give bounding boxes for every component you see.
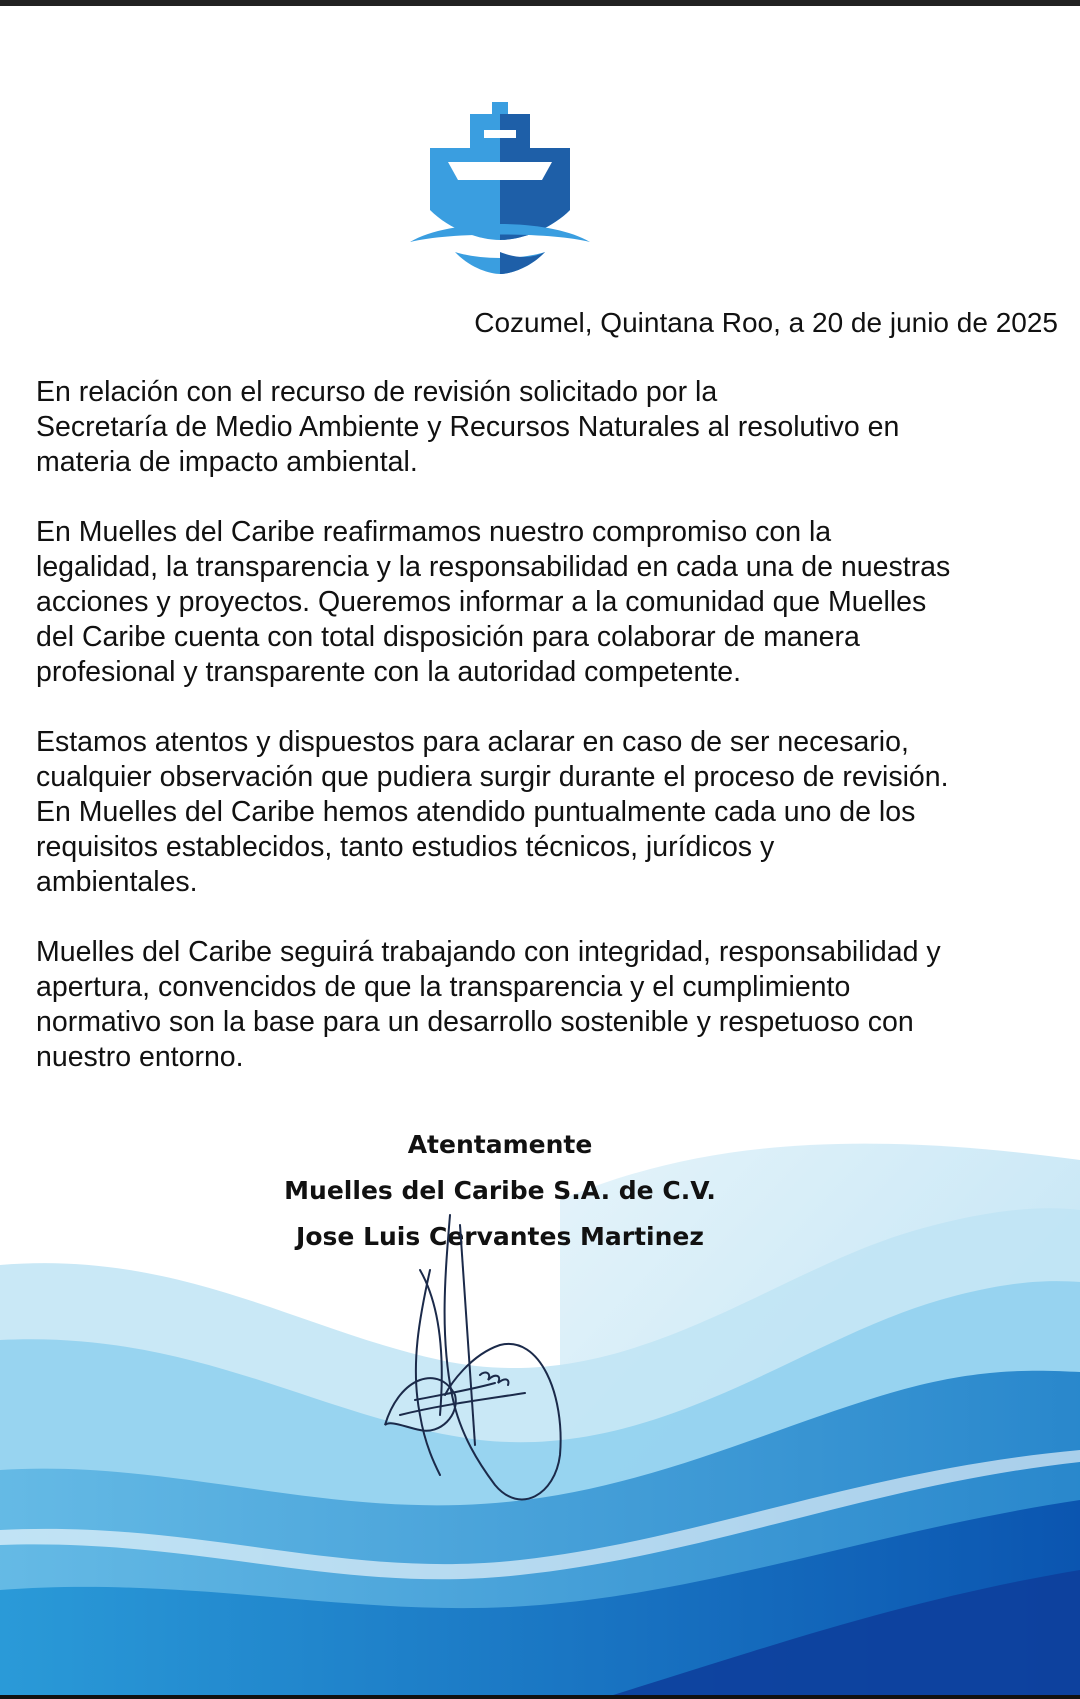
paragraph-3: Estamos atentos y dispuestos para aclarar en caso de ser necesario, cualquier observación que pudiera surgir durante el proceso de revisión. En Muelles del Caribe hemos atendido puntualmente cada uno de los requisitos establecidos, tanto estudios técnicos, jurídicos y ambientales.	[36, 726, 949, 898]
closing-company: Muelles del Caribe S.A. de C.V.	[284, 1176, 716, 1205]
paragraph-2: En Muelles del Caribe reafirmamos nuestro compromiso con la legalidad, la transparencia y la responsabilidad en cada una de nuestras acciones y proyectos. Queremos informar a la comunidad que Muelles del Caribe cuenta con total disposición para colaborar de manera profesional y transparente con la autoridad competente.	[36, 516, 951, 688]
closing-signatory: Jose Luis Cervantes Martinez	[296, 1222, 704, 1251]
ship-logo-icon	[410, 100, 590, 280]
handwritten-signature	[380, 1195, 620, 1515]
paragraph-1: En relación con el recurso de revisión solicitado por la Secretaría de Medio Ambiente y Recursos Naturales al resolutivo en materia de impacto ambiental.	[36, 376, 900, 478]
paragraph-4: Muelles del Caribe seguirá trabajando con integridad, responsabilidad y apertura, convencidos de que la transparencia y el cumplimiento normativo son la base para un desarrollo sostenible y respetuoso con nuestro entorno.	[36, 936, 941, 1073]
letter-body	[36, 375, 1056, 1110]
bottom-border	[0, 1695, 1080, 1699]
closing-salutation: Atentamente	[407, 1130, 593, 1159]
date-line: Cozumel, Quintana Roo, a 20 de junio de 2025	[474, 307, 1058, 338]
